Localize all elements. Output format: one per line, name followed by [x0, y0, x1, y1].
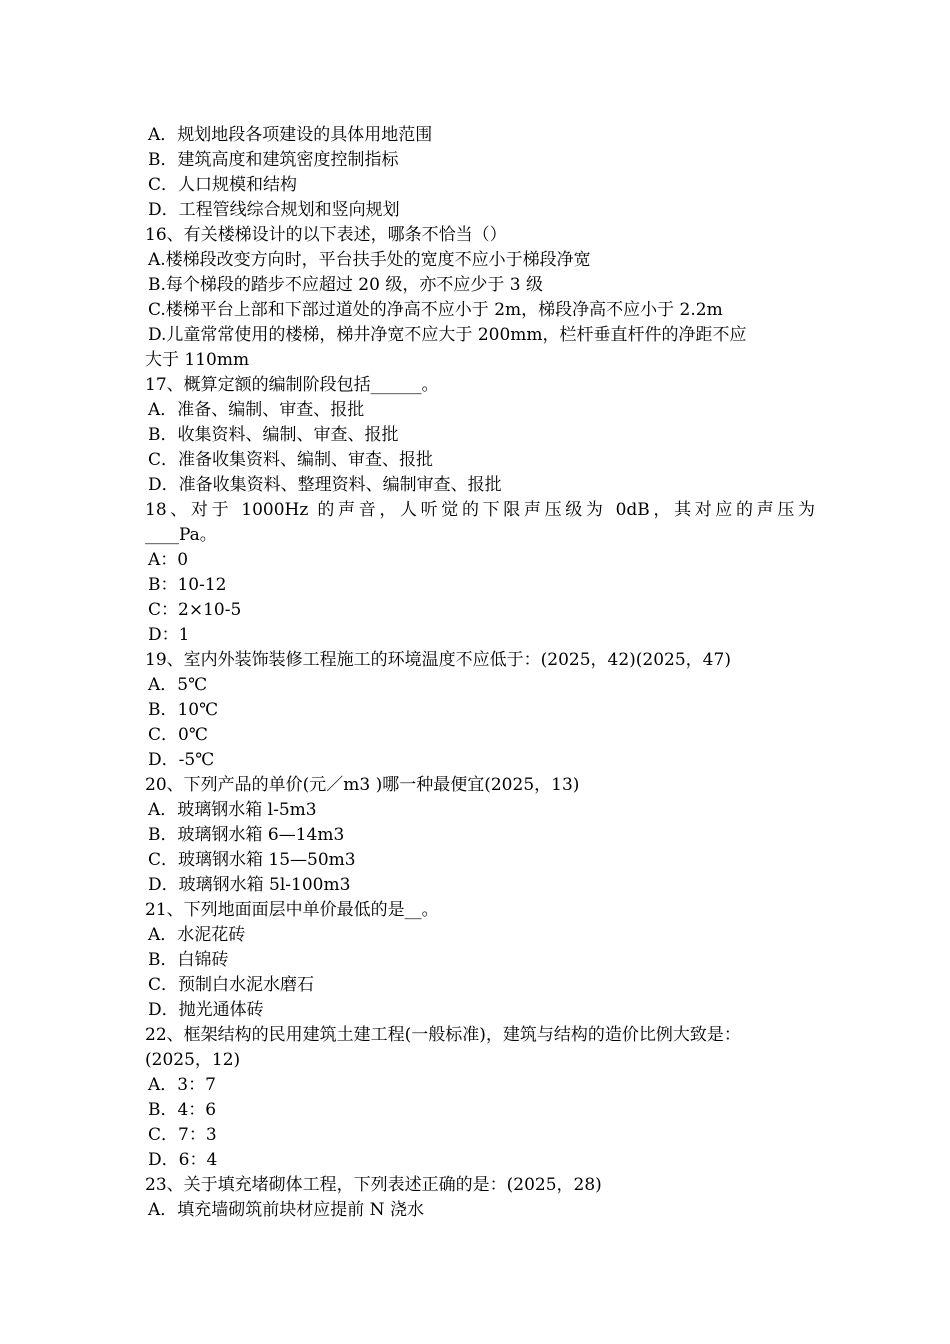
option-line: B．收集资料、编制、审查、报批	[148, 425, 399, 445]
option-line: D．工程管线综合规划和竖向规划	[148, 200, 400, 220]
option-line: D．6：4	[148, 1150, 218, 1170]
option-line: D．-5℃	[148, 750, 215, 770]
option-line: A：0	[148, 550, 189, 570]
question-line: 20、下列产品的单价(元／m3 )哪一种最便宜(2025，13)	[145, 775, 580, 795]
option-line: C：2×10-5	[148, 600, 242, 620]
question-line: 大于 110mm	[145, 350, 250, 370]
option-line: B．建筑高度和建筑密度控制指标	[148, 150, 399, 170]
option-line: C.楼梯平台上部和下部过道处的净高不应小于 2m，梯段净高不应小于 2.2m	[148, 300, 723, 320]
option-line: C．0℃	[148, 725, 208, 745]
option-line: B.每个梯段的踏步不应超过 20 级，亦不应少于 3 级	[148, 275, 543, 295]
question-line: 17、概算定额的编制阶段包括______。	[145, 375, 439, 395]
option-line: B．玻璃钢水箱 6—14m3	[148, 825, 345, 845]
option-line: B．10℃	[148, 700, 219, 720]
question-line: 18、对于 1000Hz 的声音，人听觉的下限声压级为 0dB，其对应的声压为	[145, 500, 815, 520]
option-line: A．规划地段各项建设的具体用地范围	[148, 125, 433, 145]
question-line: 19、室内外装饰装修工程施工的环境温度不应低于：(2025，42)(2025，47)	[145, 650, 731, 670]
question-line: 23、关于填充堵砌体工程，下列表述正确的是：(2025，28)	[145, 1175, 602, 1195]
option-line: D.儿童常常使用的楼梯，梯井净宽不应大于 200mm，栏杆垂直杆件的净距不应	[148, 325, 747, 345]
option-line: D．抛光通体砖	[148, 1000, 264, 1020]
option-line: A.楼梯段改变方向时，平台扶手处的宽度不应小于梯段净宽	[148, 250, 591, 270]
option-line: A．水泥花砖	[148, 925, 246, 945]
question-text-body	[145, 123, 815, 1223]
option-line: C．人口规模和结构	[148, 175, 298, 195]
option-line: D：1	[148, 625, 190, 645]
option-line: A．填充墙砌筑前块材应提前 N 浇水	[148, 1200, 424, 1220]
option-line: A．5℃	[148, 675, 208, 695]
option-line: A．准备、编制、审查、报批	[148, 400, 365, 420]
question-line: 21、下列地面面层中单价最低的是__。	[145, 900, 439, 920]
question-line: 22、框架结构的民用建筑土建工程(一般标准)，建筑与结构的造价比例大致是：	[145, 1025, 741, 1045]
option-line: B．白锦砖	[148, 950, 229, 970]
question-line: (2025，12)	[145, 1050, 241, 1070]
option-line: C．准备收集资料、编制、审查、报批	[148, 450, 434, 470]
option-line: D．玻璃钢水箱 5l-100m3	[148, 875, 351, 895]
question-line: 16、有关楼梯设计的以下表述，哪条不恰当（）	[145, 225, 507, 245]
option-line: B．4：6	[148, 1100, 217, 1120]
option-line: C．玻璃钢水箱 15—50m3	[148, 850, 356, 870]
option-line: A．玻璃钢水箱 l-5m3	[148, 800, 317, 820]
question-line: ____Pa。	[145, 525, 217, 545]
option-line: C．预制白水泥水磨石	[148, 975, 315, 995]
option-line: A．3：7	[148, 1075, 216, 1095]
option-line: B：10-12	[148, 575, 227, 595]
option-line: D．准备收集资料、整理资料、编制审查、报批	[148, 475, 502, 495]
option-line: C．7：3	[148, 1125, 217, 1145]
